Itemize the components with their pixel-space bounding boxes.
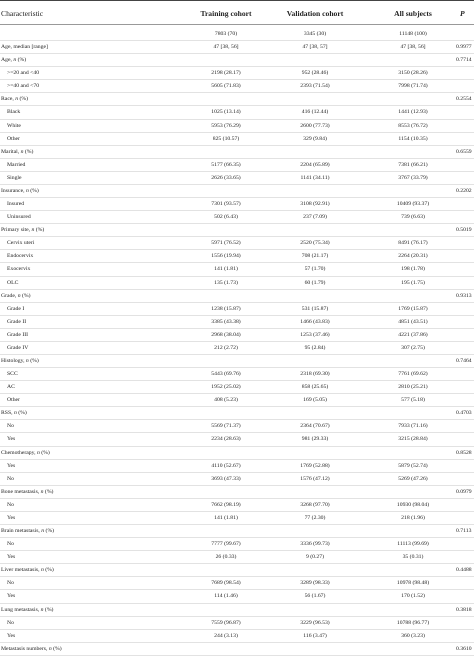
- row-label: Yes: [7, 554, 16, 561]
- table-row: [0, 250, 474, 263]
- row-label: No: [7, 475, 14, 482]
- validation-value: 77 (2.30): [304, 514, 326, 521]
- training-value: 5569 (71.37): [211, 423, 241, 430]
- p-value: 0.9313: [456, 292, 472, 299]
- all-subjects-value: 4851 (43.51): [398, 318, 428, 325]
- caption-fragment: [36, 0, 40, 2]
- p-value: 0.7113: [456, 528, 472, 535]
- validation-value: 95 (2.84): [304, 344, 326, 351]
- validation-value: 47 [38, 57]: [302, 44, 328, 51]
- table-row: [0, 486, 474, 499]
- row-label: Insured: [7, 201, 25, 208]
- row-label: Grade I: [7, 305, 25, 312]
- all-subjects-value: 3767 (33.79): [398, 174, 428, 181]
- training-value: 141 (1.81): [214, 514, 238, 521]
- header-training-cohort: Training cohort: [200, 9, 252, 18]
- all-subjects-value: 1441 (12.93): [398, 109, 428, 116]
- all-subjects-value: 2810 (25.21): [398, 384, 428, 391]
- row-label: Metastasis numbers, n (%): [1, 645, 62, 652]
- all-subjects-value: 11113 (99.69): [397, 541, 429, 548]
- table-row: [0, 381, 474, 394]
- table-row: [0, 499, 474, 512]
- row-label: Lung metastasis, n (%): [1, 606, 54, 613]
- row-label: Grade III: [7, 331, 28, 338]
- table-row: [0, 237, 474, 250]
- table-row: [0, 433, 474, 446]
- training-value: 408 (5.23): [214, 397, 238, 404]
- table-row: [0, 277, 474, 290]
- all-subjects-value: 8491 (76.17): [398, 240, 428, 247]
- row-label: Married: [7, 161, 26, 168]
- row-label: No: [7, 541, 14, 548]
- all-subjects-value: 218 (1.96): [401, 514, 425, 521]
- validation-value: 3345 (30): [303, 31, 327, 37]
- row-label: No: [7, 501, 14, 508]
- p-value: 0.5019: [456, 227, 472, 234]
- all-subjects-value: 8553 (76.72): [398, 122, 428, 129]
- row-label: Other: [7, 135, 20, 142]
- training-value: 5177 (66.35): [211, 161, 241, 168]
- table-row: [0, 80, 474, 93]
- training-value: 1238 (15.87): [211, 305, 241, 312]
- table-row: [0, 93, 474, 106]
- training-value: 502 (6.43): [214, 214, 238, 221]
- table-row: [0, 604, 474, 617]
- p-value: 0.2202: [456, 187, 472, 194]
- table-row: [0, 420, 474, 433]
- training-value: 244 (3.13): [214, 632, 238, 639]
- all-subjects-value: 10930 (98.04): [396, 501, 430, 508]
- all-subjects-value: 3150 (28.26): [398, 70, 428, 77]
- table-row: [0, 342, 474, 355]
- validation-value: 708 (21.17): [301, 253, 329, 260]
- table-row: [0, 394, 474, 407]
- validation-value: 1141 (34.11): [300, 174, 330, 181]
- table-row: [0, 590, 474, 603]
- row-label: Other: [7, 397, 20, 404]
- all-subjects-value: 198 (1.78): [401, 266, 425, 273]
- table-row: [0, 329, 474, 342]
- row-label: Age, n (%): [1, 57, 27, 64]
- table-row: [0, 316, 474, 329]
- p-value: 0.3818: [456, 606, 472, 613]
- all-subjects-value: 5879 (52.74): [398, 462, 428, 469]
- all-subjects-value: 7998 (71.74): [398, 83, 428, 90]
- validation-value: 531 (15.87): [301, 305, 329, 312]
- all-subjects-value: 739 (6.63): [401, 214, 425, 221]
- table-row: [0, 473, 474, 486]
- training-value: 47 [38, 56]: [213, 44, 239, 51]
- validation-value: 3108 (92.91): [300, 201, 330, 208]
- training-value: 7662 (98.19): [211, 501, 241, 508]
- training-value: 3385 (43.38): [211, 318, 241, 325]
- validation-value: 1769 (52.88): [300, 462, 330, 469]
- all-subjects-value: 35 (0.31): [402, 554, 424, 561]
- table-row: [0, 564, 474, 577]
- table-row: [0, 290, 474, 303]
- p-value: 0.6559: [456, 148, 472, 155]
- validation-value: 2318 (69.30): [300, 371, 330, 378]
- table-row: [0, 67, 474, 80]
- row-label: Yes: [7, 436, 16, 443]
- row-label: Primary site, n (%): [1, 227, 45, 234]
- validation-value: 416 (12.44): [301, 109, 329, 116]
- all-subjects-value: 3215 (28.84): [398, 436, 428, 443]
- row-label: No: [7, 580, 14, 587]
- table-row: [0, 54, 474, 67]
- training-value: 26 (0.33): [215, 554, 237, 561]
- table-row: [0, 172, 474, 185]
- training-value: 7301 (93.57): [211, 201, 241, 208]
- table-row: [0, 28, 474, 41]
- table-row: [0, 355, 474, 368]
- training-value: 7559 (96.87): [211, 619, 241, 626]
- table-row: [0, 643, 474, 656]
- validation-value: 1576 (47.12): [300, 475, 330, 482]
- table-row: [0, 630, 474, 643]
- validation-value: 2520 (75.34): [300, 240, 330, 247]
- training-value: 2968 (38.04): [211, 331, 241, 338]
- row-label: >=20 and <40: [7, 70, 40, 77]
- row-label: Chemotherapy, n (%): [1, 449, 50, 456]
- row-label: No: [7, 423, 14, 430]
- validation-value: 1466 (43.83): [300, 318, 330, 325]
- row-label: No: [7, 619, 14, 626]
- training-value: 1952 (25.02): [211, 384, 241, 391]
- row-label: Grade II: [7, 318, 27, 325]
- table-row: [0, 263, 474, 276]
- table-row: [0, 551, 474, 564]
- row-label: Race, n (%): [1, 96, 29, 103]
- table-row: [0, 146, 474, 159]
- all-subjects-value: 10978 (98.48): [396, 580, 430, 587]
- row-label: AC: [7, 384, 15, 391]
- training-value: 2234 (28.63): [211, 436, 241, 443]
- training-value: 825 (10.57): [212, 135, 240, 142]
- training-value: 1556 (19.94): [211, 253, 241, 260]
- row-label: Yes: [7, 462, 16, 469]
- all-subjects-value: 10788 (96.77): [396, 619, 430, 626]
- validation-value: 2393 (71.54): [300, 83, 330, 90]
- training-value: 7777 (99.67): [211, 541, 241, 548]
- validation-value: 116 (3.47): [303, 632, 327, 639]
- training-value: 5971 (76.52): [211, 240, 241, 247]
- validation-value: 3289 (98.33): [300, 580, 330, 587]
- table-row: [0, 133, 474, 146]
- table-row: [0, 538, 474, 551]
- p-value: 0.8528: [456, 449, 472, 456]
- all-subjects-value: 1769 (15.87): [398, 305, 428, 312]
- validation-value: 2204 (65.89): [300, 161, 330, 168]
- all-subjects-value: 577 (5.18): [401, 397, 425, 404]
- all-subjects-value: 2264 (20.31): [398, 253, 428, 260]
- table-row: [0, 512, 474, 525]
- row-label: Single: [7, 174, 22, 181]
- row-label: Cervix uteri: [7, 240, 35, 247]
- all-subjects-value: 4221 (37.86): [398, 331, 428, 338]
- row-label: Liver metastasis, n (%): [1, 567, 54, 574]
- validation-value: 237 (7.09): [303, 214, 327, 221]
- validation-value: 57 (1.70): [304, 266, 326, 273]
- all-subjects-value: 7933 (71.16): [398, 423, 428, 430]
- p-value: 0.7714: [456, 57, 472, 64]
- row-label: >=40 and <70: [7, 83, 40, 90]
- all-subjects-value: 47 [38, 56]: [400, 44, 426, 51]
- training-value: 2626 (33.65): [211, 174, 241, 181]
- training-value: 5953 (76.29): [211, 122, 241, 129]
- p-value: 0.0979: [456, 488, 472, 495]
- training-value: 3693 (47.33): [211, 475, 241, 482]
- training-value: 5443 (69.76): [211, 371, 241, 378]
- table-row: [0, 303, 474, 316]
- table-row: [0, 106, 474, 119]
- all-subjects-value: 7381 (66.21): [398, 161, 428, 168]
- row-label: Bone metastasis, n (%): [1, 488, 54, 495]
- table-row: [0, 159, 474, 172]
- header-validation-cohort: Validation cohort: [286, 9, 344, 18]
- table-row: [0, 198, 474, 211]
- validation-value: 169 (5.05): [303, 397, 327, 404]
- all-subjects-value: 360 (3.23): [401, 632, 425, 639]
- row-label: OLC: [7, 279, 19, 286]
- table-row: [0, 407, 474, 420]
- table-row: [0, 577, 474, 590]
- p-value: 0.7464: [456, 358, 472, 364]
- training-value: 2198 (28.17): [211, 70, 241, 77]
- table-row: [0, 368, 474, 381]
- row-label: Exocervix: [7, 266, 31, 273]
- all-subjects-value: 307 (2.75): [401, 344, 425, 351]
- row-label: White: [7, 122, 21, 129]
- validation-value: 952 (28.46): [301, 70, 329, 77]
- row-label: Endocervix: [7, 253, 34, 260]
- all-subjects-value: 1154 (10.35): [398, 135, 428, 142]
- training-value: 4110 (52.67): [211, 462, 241, 469]
- header-all-subjects: All subjects: [394, 9, 432, 18]
- table-row: [0, 120, 474, 133]
- row-label: Marital, n (%): [1, 148, 34, 155]
- validation-value: 2364 (70.67): [300, 423, 330, 430]
- training-value: 7803 (70): [214, 31, 238, 37]
- row-label: Insurance, n (%): [1, 187, 39, 194]
- table-top-rule: [0, 0, 474, 1]
- training-value: 7689 (98.54): [211, 580, 241, 587]
- p-value: 0.4488: [456, 567, 472, 574]
- row-label: Age, median [range]: [1, 44, 48, 51]
- all-subjects-value: 195 (1.75): [401, 279, 425, 286]
- validation-value: 981 (29.33): [301, 436, 329, 443]
- table-row: [0, 525, 474, 538]
- row-label: Grade, n (%): [1, 292, 31, 299]
- all-subjects-value: 11148 (100): [399, 31, 427, 37]
- p-value: 0.4703: [456, 410, 472, 417]
- table-row: [0, 41, 474, 54]
- training-value: 5605 (71.83): [211, 83, 241, 90]
- validation-value: 3268 (97.70): [300, 501, 330, 508]
- row-label: RSS, n (%): [1, 410, 27, 417]
- all-subjects-value: 170 (1.52): [401, 593, 425, 600]
- table-row: [0, 447, 474, 460]
- row-label: Uninsured: [7, 214, 31, 221]
- training-value: 141 (1.81): [214, 266, 238, 273]
- validation-value: 56 (1.67): [304, 593, 326, 600]
- validation-value: 858 (25.65): [301, 384, 329, 391]
- row-label: Yes: [7, 593, 16, 600]
- validation-value: 9 (0.27): [305, 554, 325, 561]
- header-p-value: P: [460, 9, 465, 18]
- all-subjects-value: 10409 (93.37): [396, 201, 430, 208]
- validation-value: 2600 (77.73): [300, 122, 330, 129]
- row-label: Brain metastasis, n (%): [1, 528, 55, 535]
- p-value: 0.2554: [456, 96, 472, 103]
- training-value: 212 (2.72): [214, 344, 238, 351]
- training-value: 135 (1.73): [214, 279, 238, 286]
- validation-value: 60 (1.79): [304, 279, 326, 286]
- training-value: 114 (1.46): [214, 593, 238, 600]
- all-subjects-value: 5269 (47.26): [398, 475, 428, 482]
- validation-value: 3229 (96.53): [300, 619, 330, 626]
- header-characteristic: Characteristic: [1, 9, 44, 18]
- row-label: Grade IV: [7, 344, 29, 351]
- row-label: SCC: [7, 371, 18, 378]
- validation-value: 329 (9.84): [303, 135, 327, 142]
- row-label: Black: [7, 109, 21, 116]
- row-label: Histology, n (%): [1, 358, 39, 364]
- validation-value: 1253 (37.46): [300, 331, 330, 338]
- p-value: 0.3610: [456, 645, 472, 652]
- p-value: 0.9977: [456, 44, 472, 51]
- table-row: [0, 460, 474, 473]
- table-row: [0, 185, 474, 198]
- table-row: [0, 211, 474, 224]
- training-value: 1025 (13.14): [211, 109, 241, 116]
- header-rule: [0, 24, 474, 25]
- table-row: [0, 617, 474, 630]
- row-label: Yes: [7, 632, 16, 639]
- validation-value: 3336 (99.73): [300, 541, 330, 548]
- row-label: Yes: [7, 514, 16, 521]
- all-subjects-value: 7761 (69.62): [398, 371, 428, 378]
- table-row: [0, 224, 474, 237]
